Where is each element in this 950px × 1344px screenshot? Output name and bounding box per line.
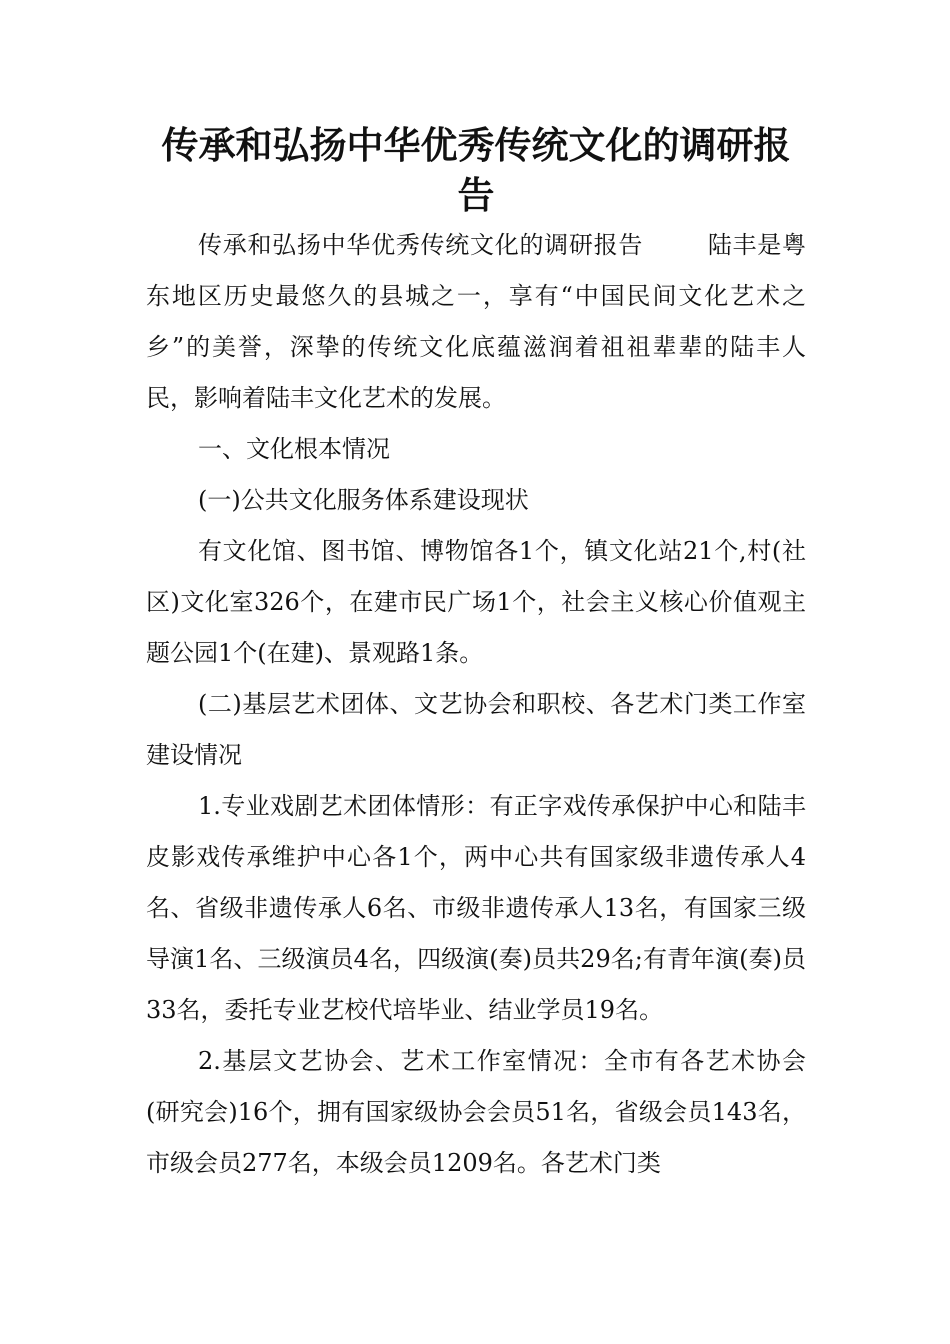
- body-paragraph-troupes: 1.专业戏剧艺术团体情形：有正字戏传承保护中心和陆丰皮影戏传承维护中心各1个，两中心共有国家级非遗传承人4名、省级非遗传承人6名、市级非遗传承人13名，有国家三级导演1名、三级演员4名，四级演(奏)员共29名;有青年演(奏)员33名，委托专业艺校代培毕业、结业学员19名。: [146, 792, 806, 1024]
- subsection-heading-1: (一)公共文化服务体系建设现状: [198, 486, 529, 514]
- intro-paragraph: [146, 220, 806, 424]
- document-page: [146, 120, 806, 1189]
- subsection-heading-2: (二)基层艺术团体、文艺协会和职校、各艺术门类工作室建设情况: [146, 690, 806, 769]
- section-heading-1: 一、文化根本情况: [198, 435, 390, 463]
- body-paragraph-associations: 2.基层文艺协会、艺术工作室情况：全市有各艺术协会(研究会)16个，拥有国家级协会会员51名，省级会员143名，市级会员277名，本级会员1209名。各艺术门类: [146, 1047, 806, 1177]
- body-paragraph-facilities: 有文化馆、图书馆、博物馆各1个，镇文化站21个,村(社区)文化室326个，在建市民广场1个，社会主义核心价值观主题公园1个(在建)、景观路1条。: [146, 537, 806, 667]
- document-title: 传承和弘扬中华优秀传统文化的调研报告: [161, 123, 791, 217]
- intro-lead: 传承和弘扬中华优秀传统文化的调研报告: [198, 231, 644, 259]
- intro-body: 陆丰是粤东地区历史最悠久的县城之一，享有“中国民间文化艺术之乡”的美誉，深挚的传统文化底蕴滋润着祖祖辈辈的陆丰人民，影响着陆丰文化艺术的发展。: [146, 231, 807, 412]
